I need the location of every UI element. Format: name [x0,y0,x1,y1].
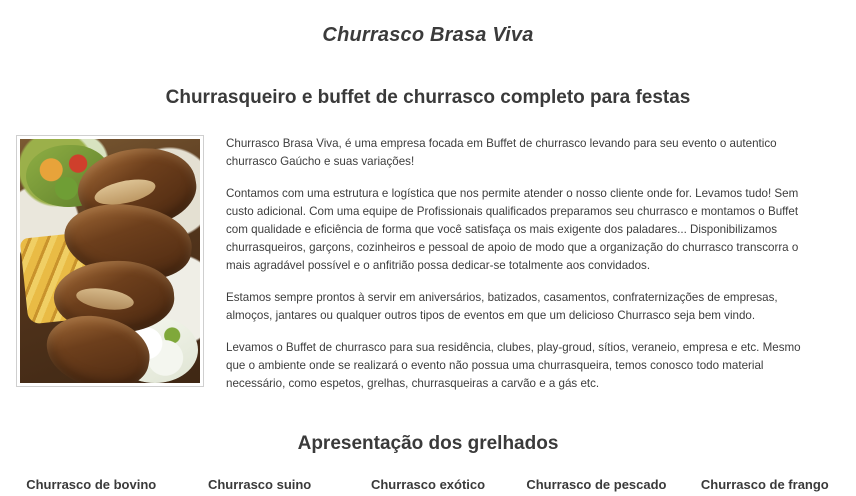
gallery-card-title: Churrasco de frango [700,476,829,492]
intro-paragraph-1: Churrasco Brasa Viva, é uma empresa focada em Buffet de churrasco levando para seu evento o autentico churrasco Gaúcho e suas variações! [226,137,777,168]
gallery-card-title: Churrasco exótico [370,476,486,492]
site-title: Churrasco Brasa Viva [322,24,534,46]
intro-paragraph-3: Estamos sempre prontos à servir em aniversários, batizados, casamentos, confraternizações de empresas, almoços, jantares ou qualquer outros tipos de eventos em que um delicioso Churrasco seja bem vindo. [226,290,778,322]
gallery-card-bovino[interactable] [14,477,168,496]
intro-paragraph-4: Levamos o Buffet de churrasco para sua residência, clubes, play-groud, sítios, veraneio, empresa e etc. Mesmo que o ambiente onde se realizará o evento não possua uma churrasqueira, temos conosco todo material necessário, como espetos, grelhas, churrasqueiras a carvão e a gás etc. [226,340,801,390]
intro-section [0,109,856,393]
page-title: Churrasqueiro e buffet de churrasco completo para festas [165,87,691,108]
gallery-card-suino[interactable] [182,477,336,496]
gallery-cards [0,455,856,496]
gallery-card-frango[interactable] [688,477,842,496]
gallery-card-title: Churrasco de bovino [26,476,157,492]
intro-text [226,135,828,393]
intro-paragraph-2: Contamos com uma estrutura e logística que nos permite atender o nosso cliente onde for. Levamos tudo! Sem custo adicional. Com uma equipe de Profissionais qualificados preparamos seu churrasco e montamos o Buffet com qualidade e eficiência de forma que você satisfaça os mais exigente dos paladares... Disponibilizamos churrasqueiros, garçons, cozinheiros e pessoal de apoio de modo que a organização do churrasco transcorra o mais agradável possível e o anfitrião possa dedicar-se totalmente aos convidados. [226,186,799,272]
gallery-heading: Apresentação dos grelhados [297,432,559,454]
gallery-card-title: Churrasco suino [207,476,312,492]
gallery-card-exotico[interactable] [351,477,505,496]
gallery-card-title: Churrasco de pescado [526,476,667,492]
gallery-card-pescado[interactable] [519,477,673,496]
churrasco-photo [20,139,200,383]
churrasco-photo-frame [16,135,204,387]
